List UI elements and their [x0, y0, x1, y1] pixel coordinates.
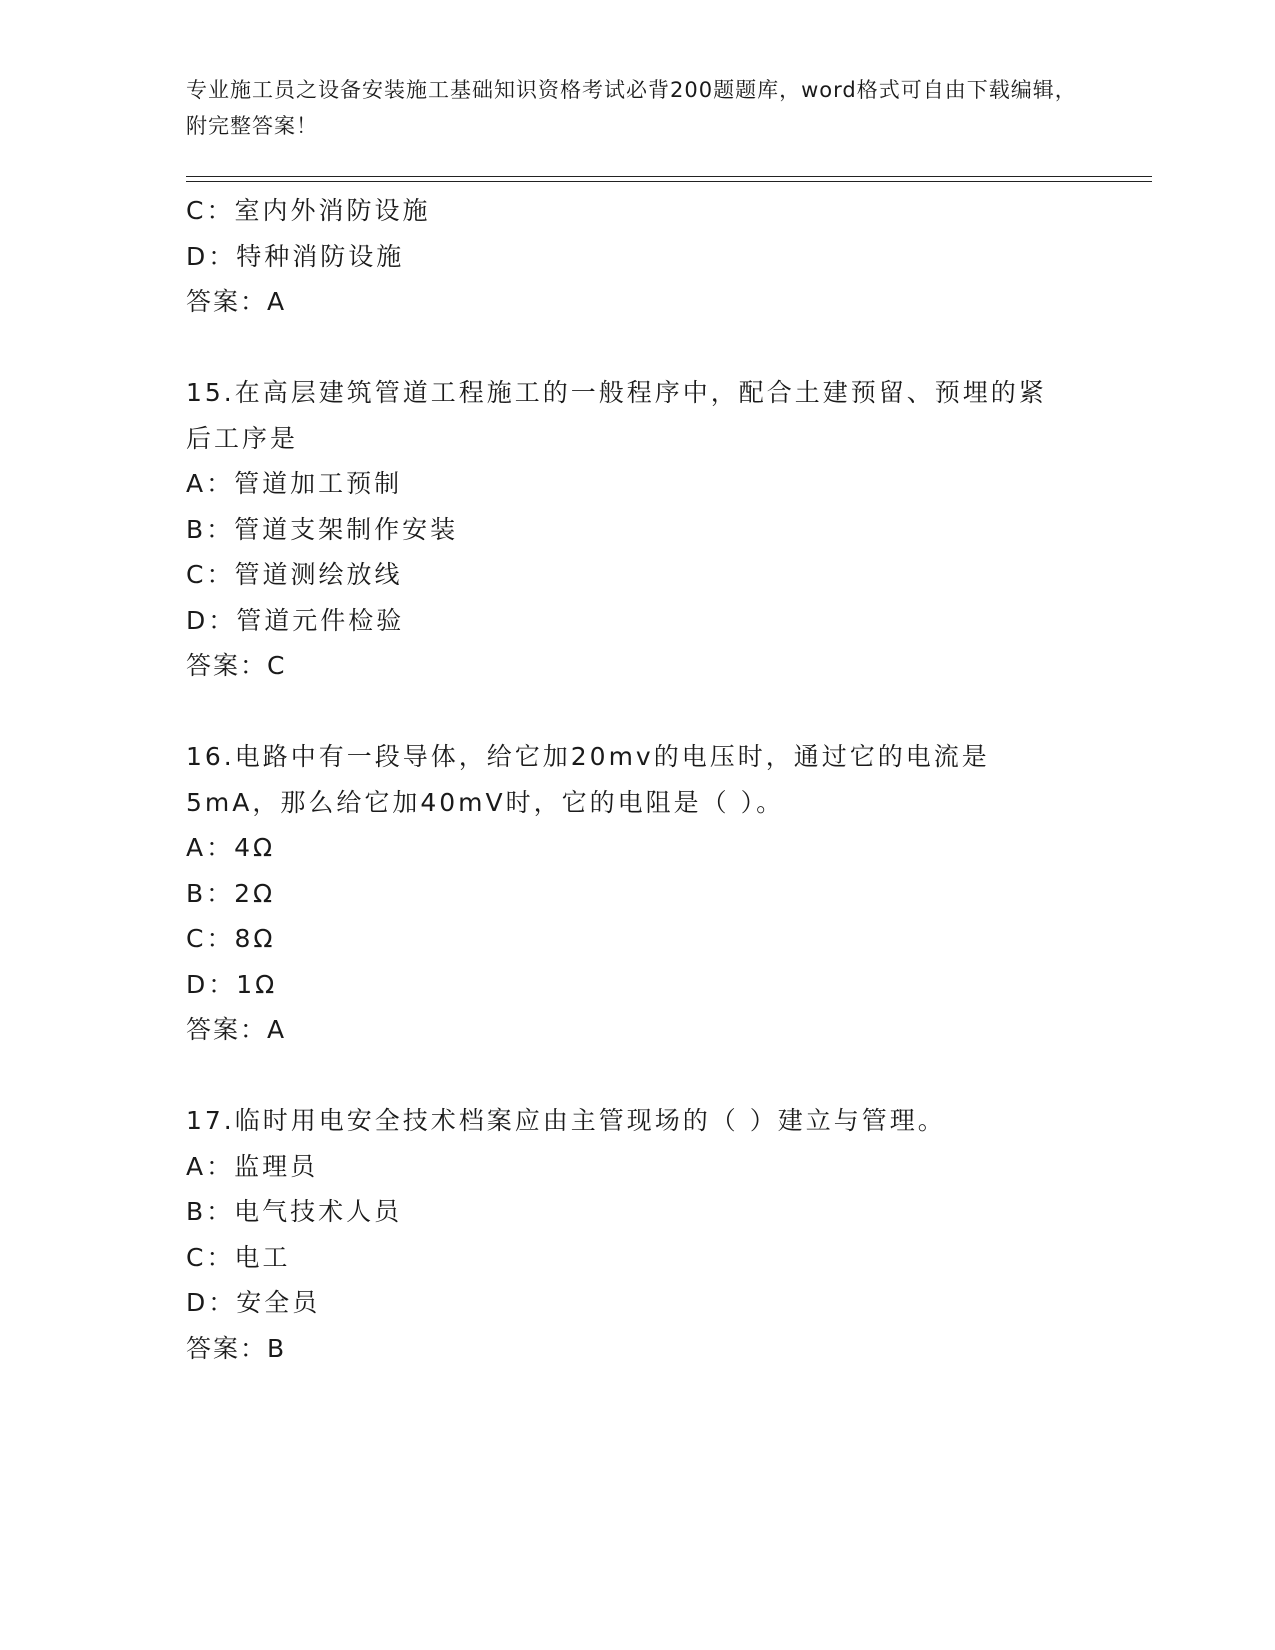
option: B：电气技术人员	[186, 1197, 403, 1226]
header-title: 专业施工员之设备安装施工基础知识资格考试必背200题题库，word格式可自由下载编辑，附完整答案！	[186, 78, 1077, 138]
header-divider-top	[186, 176, 1152, 177]
document-header	[186, 72, 1086, 144]
option: D：管道元件检验	[186, 605, 405, 635]
question-text: 16.电路中有一段导体，给它加20mv的电压时，通过它的电流是5mA，那么给它加40mV时，它的电阻是（ ）。	[186, 742, 990, 817]
option: D：特种消防设施	[186, 241, 405, 271]
option: D：安全员	[186, 1288, 321, 1317]
option: A：管道加工预制	[186, 469, 403, 498]
continued-question	[186, 188, 1086, 325]
answer: 答案：B	[186, 1333, 287, 1363]
option: A：4Ω	[186, 833, 276, 862]
question-17	[186, 1098, 1086, 1371]
question-text: 17.临时用电安全技术档案应由主管现场的（ ）建立与管理。	[186, 1106, 946, 1135]
answer: 答案：A	[186, 287, 287, 316]
question-text: 15.在高层建筑管道工程施工的一般程序中，配合土建预留、预埋的紧后工序是	[186, 378, 1047, 453]
header-divider-bottom	[186, 181, 1152, 182]
answer: 答案：C	[186, 651, 287, 680]
option: B：2Ω	[186, 878, 276, 908]
option: C：室内外消防设施	[186, 196, 431, 225]
option: C：管道测绘放线	[186, 560, 403, 589]
option: C：电工	[186, 1242, 291, 1272]
option: D：1Ω	[186, 969, 278, 999]
question-16	[186, 734, 1086, 1053]
option: A：监理员	[186, 1151, 319, 1181]
option: C：8Ω	[186, 924, 276, 953]
document-body	[186, 188, 1086, 1371]
question-15	[186, 370, 1086, 689]
option: B：管道支架制作安装	[186, 514, 459, 544]
answer: 答案：A	[186, 1015, 287, 1044]
